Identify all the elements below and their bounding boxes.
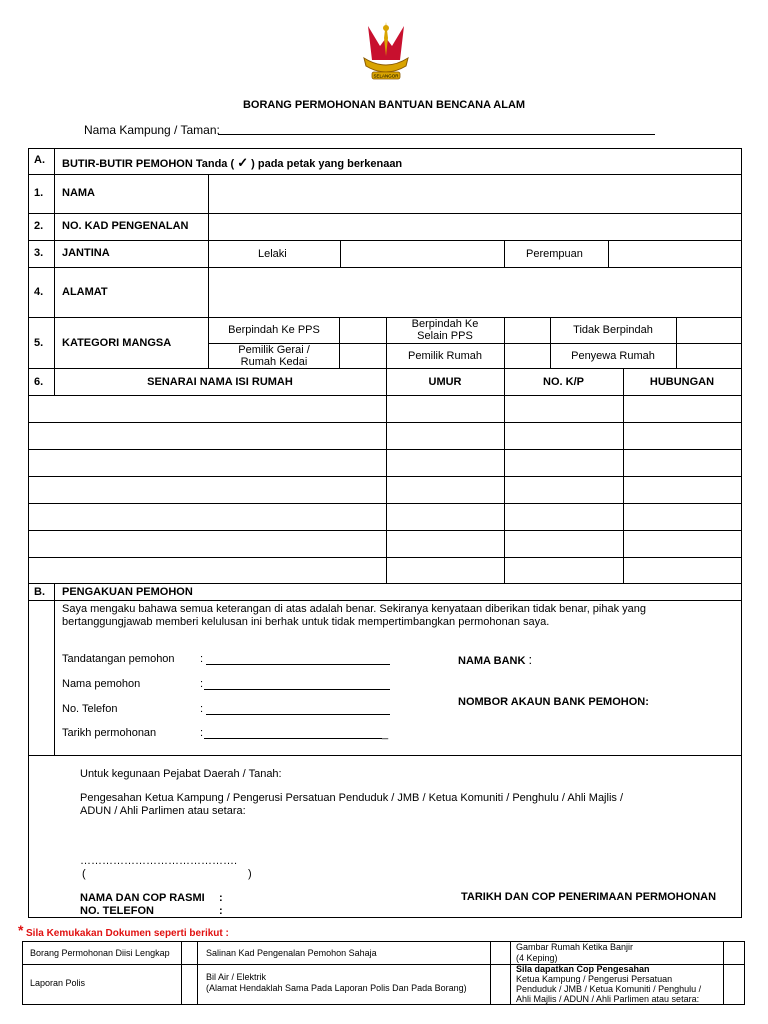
required-asterisk: * (18, 922, 24, 938)
doc-salinan-checkbox[interactable] (491, 942, 510, 964)
tarikh-cop-label: TARIKH DAN COP PENERIMAAN PERMOHONAN (461, 891, 717, 903)
gender-female-checkbox[interactable] (609, 241, 741, 267)
doc-laporan-checkbox[interactable] (182, 965, 197, 1004)
household-umur-header: UMUR (428, 376, 462, 388)
row-label-alamat: ALAMAT (62, 286, 108, 298)
category-tidak-berpindah-checkbox[interactable] (677, 318, 741, 343)
declaration-line-1: Saya mengaku bahawa semua keterangan di atas adalah benar. Sekiranya kenyataan diberikan tidak benar, pihak yang (62, 603, 647, 615)
colon: : (219, 905, 223, 917)
category-selain-pps-label: Berpindah Ke Selain PPS (411, 318, 479, 342)
tarikh-permohonan-input-line[interactable] (204, 738, 382, 739)
pengesahan-line-1: Pengesahan Ketua Kampung / Pengerusi Persatuan Penduduk / JMB / Ketua Komuniti / Penghulu / Ahli Majlis / (80, 792, 624, 804)
category-pps-checkbox[interactable] (340, 318, 386, 343)
colon: : (200, 678, 204, 690)
category-pemilik-gerai-label: Pemilik Gerai / Rumah Kedai (238, 344, 310, 368)
household-hubungan-header: HUBUNGAN (649, 376, 715, 388)
section-b-letter: B. (34, 586, 45, 598)
telefon-input-line[interactable] (206, 714, 390, 715)
office-use-heading: Untuk kegunaan Pejabat Daerah / Tanah: (80, 768, 282, 780)
doc-cop-checkbox[interactable] (724, 965, 744, 1004)
row-label-kad-pengenalan: NO. KAD PENGENALAN (62, 220, 189, 232)
household-rows[interactable] (29, 396, 741, 583)
doc-salinan-kad: Salinan Kad Pengenalan Pemohon Sahaja (206, 948, 377, 958)
household-nokp-header: NO. K/P (543, 376, 584, 388)
row-num-5: 5. (34, 337, 44, 349)
nama-pemohon-label: Nama pemohon (62, 678, 141, 690)
doc-borang-lengkap: Borang Permohonan Diisi Lengkap (30, 948, 170, 958)
category-pps-label: Berpindah Ke PPS (228, 324, 320, 336)
section-a-letter: A. (34, 154, 45, 166)
nama-input[interactable] (209, 175, 741, 213)
doc-gambar-checkbox[interactable] (724, 942, 744, 964)
paren-open: ( (82, 868, 86, 880)
telefon-label: No. Telefon (62, 703, 118, 715)
declaration-line-2: bertanggungjawab memberi kelulusan ini berhak untuk tidak mempertimbangkan permohonan saya. (62, 616, 550, 628)
kampung-label: Nama Kampung / Taman: (84, 123, 220, 137)
row-label-jantina: JANTINA (62, 247, 110, 259)
gender-male-label: Lelaki (258, 248, 287, 260)
row-num-1: 1. (34, 187, 44, 199)
documents-note: Sila Kemukakan Dokumen seperti berikut : (26, 928, 229, 939)
section-a-heading: BUTIR-BUTIR PEMOHON Tanda ( ✓ ) pada petak yang berkenaan (62, 155, 403, 170)
paren-close: ) (248, 868, 252, 880)
doc-gambar-rumah: Gambar Rumah Ketika Banjir (4 Keping) (516, 942, 634, 963)
colon: : (200, 727, 204, 739)
category-pemilik-rumah-checkbox[interactable] (505, 344, 550, 368)
check-mark-icon: ✓ (237, 155, 249, 170)
row-label-kategori-mangsa: KATEGORI MANGSA (62, 337, 172, 349)
pengesahan-line-2: ADUN / Ahli Parlimen atau setara: (80, 805, 246, 817)
category-penyewa-rumah-checkbox[interactable] (677, 344, 741, 368)
row-num-3: 3. (34, 247, 44, 259)
office-telefon-label: NO. TELEFON (80, 905, 154, 917)
row-num-2: 2. (34, 220, 44, 232)
svg-text:SELANGOR: SELANGOR (373, 73, 399, 79)
colon: : (200, 653, 204, 665)
section-b-heading: PENGAKUAN PEMOHON (62, 586, 193, 598)
row-num-6: 6. (34, 376, 44, 388)
category-penyewa-rumah-label: Penyewa Rumah (571, 350, 655, 362)
row-num-4: 4. (34, 286, 44, 298)
category-pemilik-rumah-label: Pemilik Rumah (408, 350, 482, 362)
doc-laporan-polis: Laporan Polis (30, 978, 86, 988)
kampung-input-line[interactable] (218, 134, 655, 135)
tandatangan-input-line[interactable] (206, 664, 390, 665)
colon: : (219, 892, 223, 904)
form-title: BORANG PERMOHONAN BANTUAN BENCANA ALAM (242, 99, 526, 111)
doc-borang-checkbox[interactable] (182, 942, 197, 964)
tandatangan-label: Tandatangan pemohon (62, 653, 175, 665)
row-label-nama: NAMA (62, 187, 95, 199)
household-name-header: SENARAI NAMA ISI RUMAH (147, 376, 293, 388)
bank-account-label: NOMBOR AKAUN BANK PEMOHON: (458, 696, 649, 708)
gender-female-label: Perempuan (526, 248, 583, 260)
bank-name-label: NAMA BANK : (458, 652, 533, 667)
doc-cop-pengesahan: Sila dapatkan Cop Pengesahan Ketua Kampung / Pengerusi Persatuan Penduduk / JMB / Ketua Komuniti / Penghulu / Ahli Majlis / ADUN / Ahli Parlimen atau setara: (516, 964, 702, 1004)
category-pemilik-gerai-checkbox[interactable] (340, 344, 386, 368)
selangor-crest-logo (350, 16, 422, 88)
alamat-input[interactable] (209, 268, 741, 317)
kad-pengenalan-input[interactable] (209, 214, 741, 240)
tarikh-permohonan-label: Tarikh permohonan (62, 727, 157, 739)
nama-pemohon-input-line[interactable] (204, 689, 390, 690)
nama-cop-rasmi-label: NAMA DAN COP RASMI (80, 892, 205, 904)
gender-male-checkbox[interactable] (341, 241, 504, 267)
doc-bil-air: Bil Air / Elektrik (Alamat Hendaklah Sama Pada Laporan Polis Dan Pada Borang) (206, 972, 467, 993)
category-selain-pps-checkbox[interactable] (505, 318, 550, 343)
underscore: _ (382, 728, 389, 740)
category-tidak-berpindah-label: Tidak Berpindah (573, 324, 653, 336)
doc-bil-checkbox[interactable] (491, 965, 510, 1004)
colon: : (200, 703, 204, 715)
signature-dots[interactable]: ……………………………………. (80, 855, 238, 867)
